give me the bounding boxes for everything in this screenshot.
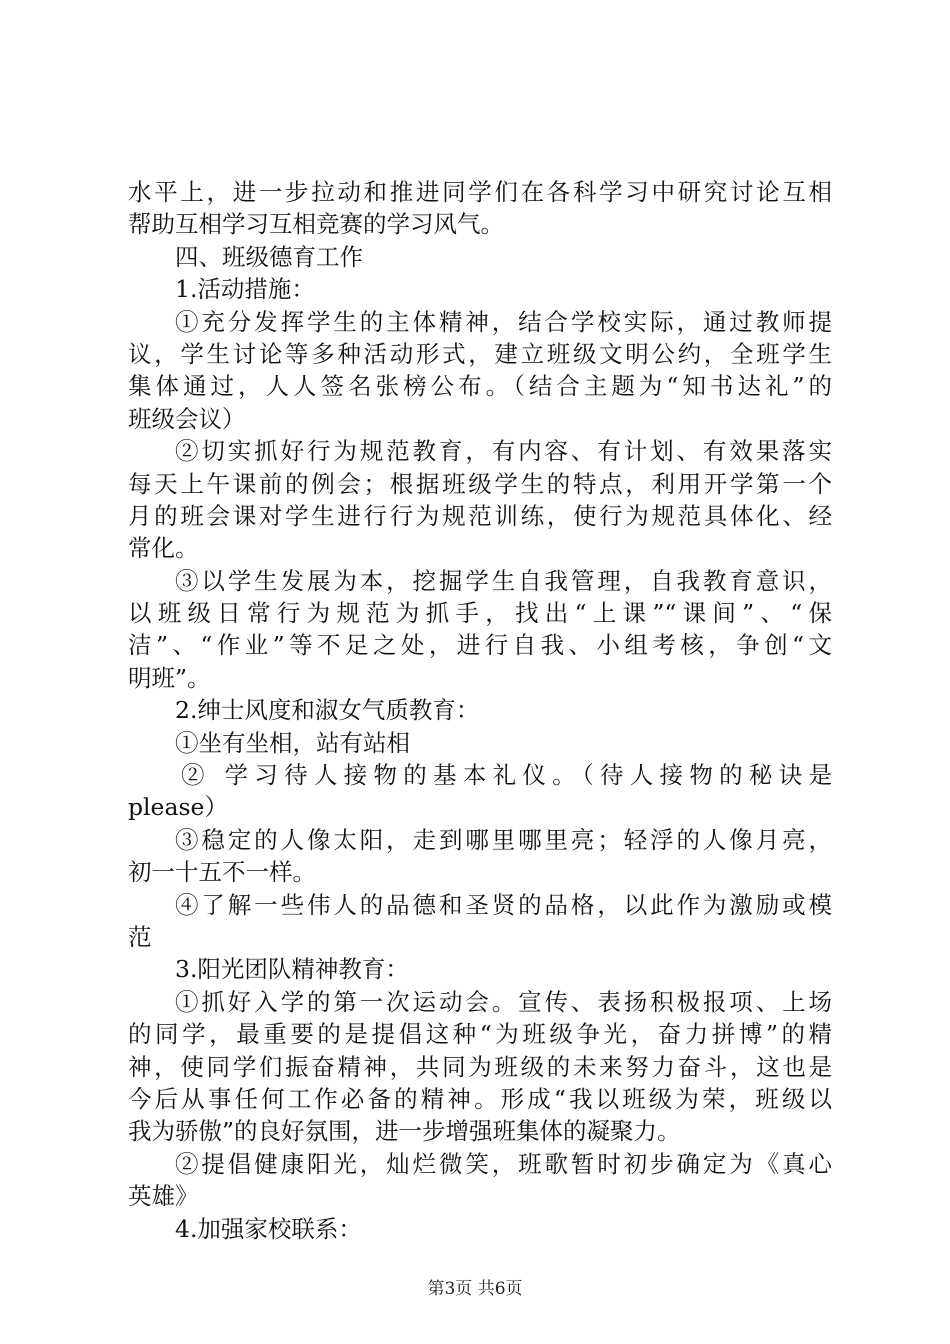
paragraph-line: 常化。 [128,534,199,563]
paragraph-line: ②提倡健康阳光，灿烂微笑，班歌暂时初步确定为《真心 [175,1149,832,1178]
subsection-heading: 3.阳光团队精神教育： [175,955,409,984]
paragraph-line: ②切实抓好行为规范教育，有内容、有计划、有效果落实 [175,437,832,466]
paragraph-line: 明班”。 [128,663,211,692]
paragraph-line: ③以学生发展为本，挖掘学生自我管理，自我教育意识， [175,566,832,595]
paragraph-line: 月的班会课对学生进行行为规范训练，使行为规范具体化、经 [128,501,832,530]
paragraph-line: ①充分发挥学生的主体精神，结合学校实际，通过教师提 [175,307,832,336]
paragraph-line: 议，学生讨论等多种活动形式，建立班级文明公约，全班学生 [128,339,832,368]
paragraph-line: ③稳定的人像太阳，走到哪里哪里亮；轻浮的人像月亮， [175,825,832,854]
paragraph-line: 的同学，最重要的是提倡这种“为班级争光，奋力拼博”的精 [128,1020,832,1049]
paragraph-line: 帮助互相学习互相竞赛的学习风气。 [128,210,504,239]
paragraph-line: please） [128,793,228,822]
subsection-heading: 1.活动措施： [175,275,315,304]
subsection-heading: 4.加强家校联系： [175,1214,362,1243]
paragraph-line: 水平上，进一步拉动和推进同学们在各科学习中研究讨论互相 [128,178,832,206]
paragraph-line: 范 [128,922,152,951]
paragraph-line: ①抓好入学的第一次运动会。宣传、表扬积极报项、上场 [175,987,832,1016]
paragraph-line: 以班级日常行为规范为抓手，找出“上课”“课间”、“保 [128,599,832,628]
paragraph-line: ④了解一些伟人的品德和圣贤的品格，以此作为激励或模 [175,890,832,919]
paragraph-line: 英雄》 [128,1182,199,1211]
section-heading: 四、班级德育工作 [175,242,363,271]
paragraph-line: 今后从事任何工作必备的精神。形成“我以班级为荣，班级以 [128,1084,832,1113]
paragraph-line: 我为骄傲”的良好氛围，进一步增强班集体的凝聚力。 [128,1117,681,1146]
paragraph-line: 班级会议） [128,404,246,433]
paragraph-line: 神，使同学们振奋精神，共同为班级的未来努力奋斗，这也是 [128,1052,832,1081]
subsection-heading: 2.绅士风度和淑女气质教育： [175,696,480,725]
page-number-footer: 第3页 共6页 [427,1279,523,1299]
paragraph-line: ② 学习待人接物的基本礼仪。（待人接物的秘诀是 [181,761,832,790]
paragraph-line: 每天上午课前的例会；根据班级学生的特点，利用开学第一个 [128,469,832,498]
paragraph-line: 集体通过，人人签名张榜公布。（结合主题为“知书达礼”的 [128,372,832,401]
paragraph-line: ①坐有坐相，站有站相 [175,728,410,757]
paragraph-line: 初一十五不一样。 [128,858,316,887]
paragraph-line: 洁”、“作业”等不足之处，进行自我、小组考核，争创“文 [128,631,832,660]
document-body [128,176,832,1245]
